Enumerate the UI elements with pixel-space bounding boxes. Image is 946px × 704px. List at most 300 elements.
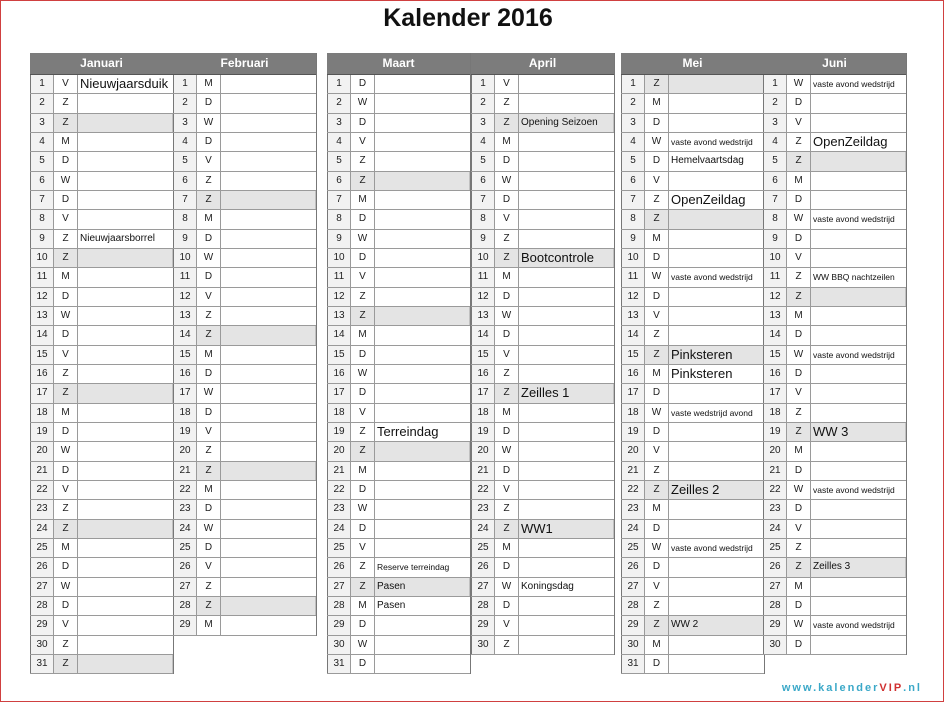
day-row[interactable]	[30, 210, 173, 229]
day-note[interactable]	[375, 346, 470, 364]
day-note[interactable]: Hemelvaartsdag	[671, 155, 744, 167]
day-note[interactable]	[519, 539, 614, 557]
day-row[interactable]	[471, 462, 614, 481]
day-row[interactable]	[621, 152, 764, 171]
day-note[interactable]	[375, 249, 470, 267]
day-note[interactable]	[519, 75, 614, 93]
day-row[interactable]	[621, 520, 764, 539]
day-row[interactable]	[30, 520, 173, 539]
day-note[interactable]	[78, 423, 173, 441]
day-note[interactable]	[669, 75, 764, 93]
day-row[interactable]	[327, 75, 470, 94]
day-note[interactable]	[669, 230, 764, 248]
day-row[interactable]	[327, 636, 470, 655]
day-note[interactable]	[519, 462, 614, 480]
day-row[interactable]	[173, 462, 316, 481]
day-note[interactable]	[221, 597, 316, 615]
day-row[interactable]	[327, 268, 470, 287]
day-row[interactable]	[327, 616, 470, 635]
day-row[interactable]	[173, 268, 316, 287]
day-note[interactable]	[221, 442, 316, 460]
day-note[interactable]	[78, 249, 173, 267]
day-row[interactable]	[173, 558, 316, 577]
day-note[interactable]	[375, 442, 470, 460]
day-row[interactable]	[471, 152, 614, 171]
day-note[interactable]	[221, 384, 316, 402]
day-row[interactable]	[30, 578, 173, 597]
day-row[interactable]	[471, 616, 614, 635]
day-note[interactable]	[811, 384, 906, 402]
day-row[interactable]	[173, 152, 316, 171]
day-row[interactable]	[327, 249, 470, 268]
day-row[interactable]	[471, 500, 614, 519]
day-row[interactable]	[471, 539, 614, 558]
day-row[interactable]	[173, 94, 316, 113]
day-note[interactable]	[78, 462, 173, 480]
day-note[interactable]	[221, 94, 316, 112]
day-row[interactable]	[763, 172, 906, 191]
day-note[interactable]	[669, 326, 764, 344]
day-note[interactable]	[811, 288, 906, 306]
day-note[interactable]	[78, 210, 173, 228]
day-row[interactable]	[327, 326, 470, 345]
day-note[interactable]	[375, 384, 470, 402]
day-row[interactable]	[621, 191, 764, 210]
day-row[interactable]	[621, 481, 764, 500]
day-note[interactable]	[78, 152, 173, 170]
day-row[interactable]	[30, 326, 173, 345]
day-row[interactable]	[763, 268, 906, 287]
day-note[interactable]	[375, 191, 470, 209]
day-note[interactable]	[78, 404, 173, 422]
day-row[interactable]	[621, 94, 764, 113]
day-note[interactable]: Pasen	[375, 578, 470, 596]
day-row[interactable]	[30, 288, 173, 307]
day-note[interactable]	[78, 326, 173, 344]
day-row[interactable]	[471, 288, 614, 307]
day-row[interactable]	[327, 346, 470, 365]
day-note[interactable]	[519, 133, 614, 151]
day-row[interactable]	[621, 442, 764, 461]
day-row[interactable]	[327, 94, 470, 113]
day-row[interactable]	[30, 94, 173, 113]
day-row[interactable]	[763, 365, 906, 384]
day-row[interactable]	[30, 636, 173, 655]
day-note[interactable]	[221, 191, 316, 209]
day-row[interactable]	[173, 172, 316, 191]
day-row[interactable]	[327, 500, 470, 519]
day-row[interactable]	[471, 249, 614, 268]
day-row[interactable]	[471, 326, 614, 345]
day-note[interactable]: vaste avond wedstrijd	[671, 272, 753, 283]
day-row[interactable]	[30, 365, 173, 384]
day-row[interactable]	[763, 75, 906, 94]
day-row[interactable]	[173, 75, 316, 94]
day-row[interactable]	[173, 520, 316, 539]
day-note[interactable]	[78, 539, 173, 557]
day-note[interactable]: vaste avond wedstrijd	[813, 349, 895, 360]
day-note[interactable]	[78, 616, 173, 634]
day-note[interactable]	[375, 500, 470, 518]
day-row[interactable]	[621, 268, 764, 287]
day-note[interactable]	[811, 462, 906, 480]
day-row[interactable]	[621, 558, 764, 577]
day-note[interactable]	[375, 230, 470, 248]
day-row[interactable]	[327, 384, 470, 403]
day-note[interactable]	[221, 346, 316, 364]
day-row[interactable]	[327, 462, 470, 481]
day-note[interactable]	[669, 288, 764, 306]
day-row[interactable]	[30, 384, 173, 403]
day-note[interactable]	[811, 500, 906, 518]
day-row[interactable]	[763, 578, 906, 597]
day-note[interactable]: vaste avond wedstrijd	[813, 214, 895, 225]
day-row[interactable]	[471, 520, 614, 539]
day-row[interactable]	[327, 133, 470, 152]
day-row[interactable]	[621, 539, 764, 558]
day-note[interactable]	[78, 558, 173, 576]
day-row[interactable]	[471, 94, 614, 113]
day-note[interactable]: WW BBQ nachtzeilen	[813, 272, 895, 283]
day-note[interactable]	[221, 268, 316, 286]
day-note[interactable]	[375, 133, 470, 151]
day-note[interactable]	[375, 655, 470, 673]
day-row[interactable]	[471, 114, 614, 133]
day-note[interactable]	[669, 442, 764, 460]
day-row[interactable]	[621, 210, 764, 229]
day-note[interactable]	[519, 597, 614, 615]
day-note[interactable]	[519, 191, 614, 209]
day-row[interactable]	[763, 616, 906, 635]
day-note[interactable]: Zeilles 1	[519, 384, 614, 402]
day-note[interactable]	[811, 442, 906, 460]
day-note[interactable]	[519, 404, 614, 422]
day-row[interactable]	[763, 152, 906, 171]
day-note[interactable]	[78, 94, 173, 112]
day-row[interactable]	[30, 404, 173, 423]
day-row[interactable]	[621, 249, 764, 268]
day-note[interactable]	[78, 442, 173, 460]
day-note[interactable]	[375, 539, 470, 557]
day-row[interactable]	[173, 191, 316, 210]
day-note[interactable]: Nieuwjaarsduik	[80, 76, 169, 91]
day-row[interactable]	[173, 423, 316, 442]
day-row[interactable]	[173, 326, 316, 345]
day-row[interactable]	[30, 481, 173, 500]
day-row[interactable]	[173, 616, 316, 635]
day-note[interactable]: WW 3	[811, 423, 906, 441]
day-note[interactable]	[375, 616, 470, 634]
day-row[interactable]	[471, 307, 614, 326]
day-row[interactable]	[621, 578, 764, 597]
day-note[interactable]	[221, 307, 316, 325]
day-note[interactable]	[519, 423, 614, 441]
day-note[interactable]	[811, 326, 906, 344]
day-row[interactable]	[30, 133, 173, 152]
day-note[interactable]	[669, 172, 764, 190]
day-row[interactable]	[327, 210, 470, 229]
day-row[interactable]	[471, 172, 614, 191]
day-row[interactable]	[327, 520, 470, 539]
day-row[interactable]	[621, 346, 764, 365]
day-note[interactable]	[375, 365, 470, 383]
day-row[interactable]	[763, 462, 906, 481]
day-note[interactable]	[78, 500, 173, 518]
day-note[interactable]	[811, 365, 906, 383]
day-row[interactable]	[327, 152, 470, 171]
day-row[interactable]	[621, 172, 764, 191]
day-row[interactable]	[327, 655, 470, 674]
day-row[interactable]	[30, 268, 173, 287]
day-note[interactable]: vaste wedstrijd avond	[671, 407, 753, 418]
day-note[interactable]	[669, 520, 764, 538]
day-row[interactable]	[471, 442, 614, 461]
day-note[interactable]	[669, 462, 764, 480]
day-row[interactable]	[30, 462, 173, 481]
day-note[interactable]: Koningsdag	[521, 580, 574, 592]
day-note[interactable]	[78, 114, 173, 132]
day-note[interactable]	[221, 326, 316, 344]
day-note[interactable]	[519, 636, 614, 654]
day-note[interactable]	[811, 404, 906, 422]
day-note[interactable]	[811, 114, 906, 132]
day-row[interactable]	[327, 423, 470, 442]
day-row[interactable]	[327, 307, 470, 326]
day-row[interactable]	[173, 500, 316, 519]
day-note[interactable]	[669, 94, 764, 112]
day-row[interactable]	[471, 268, 614, 287]
day-row[interactable]	[763, 481, 906, 500]
day-row[interactable]	[173, 346, 316, 365]
day-row[interactable]	[173, 404, 316, 423]
day-row[interactable]	[621, 597, 764, 616]
day-note[interactable]	[78, 481, 173, 499]
day-row[interactable]	[763, 94, 906, 113]
day-row[interactable]	[30, 655, 173, 674]
day-row[interactable]	[327, 172, 470, 191]
day-note[interactable]	[669, 384, 764, 402]
day-note[interactable]	[221, 404, 316, 422]
day-row[interactable]	[763, 442, 906, 461]
day-note[interactable]	[375, 210, 470, 228]
day-row[interactable]	[327, 404, 470, 423]
day-row[interactable]	[173, 442, 316, 461]
day-row[interactable]	[763, 384, 906, 403]
day-note[interactable]	[78, 307, 173, 325]
day-note[interactable]	[78, 346, 173, 364]
day-row[interactable]	[30, 423, 173, 442]
day-row[interactable]	[763, 423, 906, 442]
day-row[interactable]	[30, 539, 173, 558]
day-note[interactable]	[519, 558, 614, 576]
day-row[interactable]	[621, 326, 764, 345]
day-note[interactable]	[669, 558, 764, 576]
day-row[interactable]	[621, 404, 764, 423]
day-row[interactable]	[173, 578, 316, 597]
day-row[interactable]	[327, 442, 470, 461]
day-row[interactable]	[30, 114, 173, 133]
day-note[interactable]: OpenZeildag	[813, 133, 888, 149]
day-note[interactable]	[221, 481, 316, 499]
day-row[interactable]	[763, 539, 906, 558]
day-row[interactable]	[30, 191, 173, 210]
day-row[interactable]	[621, 384, 764, 403]
day-note[interactable]	[78, 597, 173, 615]
day-note[interactable]	[375, 94, 470, 112]
day-note[interactable]	[375, 520, 470, 538]
day-note[interactable]	[375, 481, 470, 499]
day-note[interactable]	[221, 133, 316, 151]
day-row[interactable]	[173, 249, 316, 268]
day-note[interactable]	[78, 365, 173, 383]
day-row[interactable]	[30, 442, 173, 461]
day-row[interactable]	[30, 75, 173, 94]
day-note[interactable]	[669, 655, 764, 673]
day-note[interactable]: Opening Seizoen	[519, 114, 614, 132]
day-row[interactable]	[621, 636, 764, 655]
day-row[interactable]	[30, 500, 173, 519]
day-note[interactable]	[78, 268, 173, 286]
day-row[interactable]	[471, 578, 614, 597]
day-row[interactable]	[173, 384, 316, 403]
day-note[interactable]	[519, 365, 614, 383]
day-note[interactable]: Reserve terreindag	[377, 562, 450, 573]
day-row[interactable]	[327, 365, 470, 384]
day-row[interactable]	[173, 210, 316, 229]
day-note[interactable]	[669, 636, 764, 654]
day-row[interactable]	[471, 423, 614, 442]
day-note[interactable]: WW 2	[669, 616, 764, 634]
day-row[interactable]	[621, 114, 764, 133]
day-note[interactable]	[811, 94, 906, 112]
day-note[interactable]	[375, 114, 470, 132]
day-note[interactable]	[669, 578, 764, 596]
day-row[interactable]	[763, 114, 906, 133]
day-row[interactable]	[173, 481, 316, 500]
day-note[interactable]	[221, 75, 316, 93]
day-note[interactable]	[811, 249, 906, 267]
day-note[interactable]	[78, 172, 173, 190]
day-note[interactable]: OpenZeildag	[671, 191, 746, 207]
day-note[interactable]	[669, 210, 764, 228]
day-note[interactable]	[78, 191, 173, 209]
day-note[interactable]	[375, 462, 470, 480]
day-note[interactable]	[375, 152, 470, 170]
day-note[interactable]	[811, 636, 906, 654]
day-row[interactable]	[763, 230, 906, 249]
day-note[interactable]	[221, 152, 316, 170]
day-row[interactable]	[471, 404, 614, 423]
day-note[interactable]	[78, 520, 173, 538]
day-note[interactable]	[221, 230, 316, 248]
day-row[interactable]	[471, 75, 614, 94]
day-row[interactable]	[763, 288, 906, 307]
day-note[interactable]: Pasen	[377, 599, 406, 611]
day-row[interactable]	[30, 346, 173, 365]
day-note[interactable]	[669, 249, 764, 267]
day-row[interactable]	[763, 191, 906, 210]
day-row[interactable]	[621, 230, 764, 249]
day-note[interactable]	[519, 94, 614, 112]
day-note[interactable]: Zeilles 2	[669, 481, 764, 499]
day-row[interactable]	[327, 597, 470, 616]
day-note[interactable]	[811, 152, 906, 170]
day-note[interactable]	[221, 172, 316, 190]
day-row[interactable]	[327, 481, 470, 500]
day-note[interactable]: WW1	[519, 520, 614, 538]
day-note[interactable]	[519, 326, 614, 344]
day-row[interactable]	[471, 365, 614, 384]
day-row[interactable]	[471, 133, 614, 152]
day-note[interactable]	[519, 268, 614, 286]
day-note[interactable]	[519, 442, 614, 460]
day-note[interactable]	[221, 365, 316, 383]
day-row[interactable]	[471, 481, 614, 500]
day-row[interactable]	[173, 365, 316, 384]
day-note[interactable]	[78, 578, 173, 596]
day-note[interactable]	[78, 133, 173, 151]
day-row[interactable]	[621, 365, 764, 384]
day-note[interactable]	[519, 152, 614, 170]
day-row[interactable]	[173, 597, 316, 616]
day-note[interactable]	[811, 191, 906, 209]
day-note[interactable]: vaste avond wedstrijd	[813, 484, 895, 495]
day-row[interactable]	[327, 558, 470, 577]
day-row[interactable]	[621, 423, 764, 442]
day-row[interactable]	[327, 191, 470, 210]
day-note[interactable]: Zeilles 3	[811, 558, 906, 576]
day-note[interactable]	[221, 539, 316, 557]
day-row[interactable]	[763, 404, 906, 423]
day-row[interactable]	[471, 384, 614, 403]
day-row[interactable]	[621, 75, 764, 94]
day-note[interactable]	[221, 558, 316, 576]
day-row[interactable]	[173, 539, 316, 558]
day-row[interactable]	[763, 326, 906, 345]
day-row[interactable]	[30, 558, 173, 577]
day-note[interactable]	[519, 210, 614, 228]
day-note[interactable]	[811, 520, 906, 538]
day-note[interactable]: Pinksteren	[669, 346, 764, 364]
day-note[interactable]	[519, 230, 614, 248]
day-note[interactable]	[519, 346, 614, 364]
day-note[interactable]	[669, 500, 764, 518]
day-note[interactable]	[78, 636, 173, 654]
day-row[interactable]	[173, 288, 316, 307]
day-note[interactable]: Pinksteren	[671, 365, 733, 381]
day-row[interactable]	[327, 114, 470, 133]
day-row[interactable]	[30, 230, 173, 249]
day-row[interactable]	[621, 500, 764, 519]
day-row[interactable]	[763, 636, 906, 655]
day-row[interactable]	[471, 191, 614, 210]
day-row[interactable]	[621, 462, 764, 481]
day-row[interactable]	[763, 133, 906, 152]
day-note[interactable]	[811, 539, 906, 557]
day-note[interactable]: Terreindag	[377, 423, 439, 439]
day-row[interactable]	[30, 172, 173, 191]
day-note[interactable]	[221, 288, 316, 306]
day-row[interactable]	[173, 114, 316, 133]
day-note[interactable]	[519, 481, 614, 499]
day-row[interactable]	[327, 578, 470, 597]
day-row[interactable]	[763, 558, 906, 577]
day-note[interactable]	[519, 172, 614, 190]
day-row[interactable]	[173, 230, 316, 249]
day-note[interactable]	[375, 172, 470, 190]
day-note[interactable]	[375, 307, 470, 325]
day-note[interactable]	[375, 75, 470, 93]
